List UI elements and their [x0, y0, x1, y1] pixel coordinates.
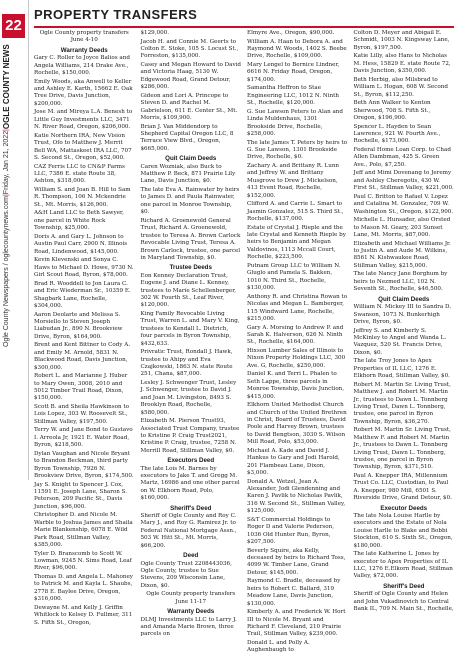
transfer-entry: Colton D. Meyer and Abigail E. Schmidt, 1003 N. Kingsway Lane, Byron, $197,500. [353, 30, 450, 51]
transfer-entry: Terry W. and Jane Bond to Gustavo I. Arreola Jr, 1921 E. Water Road, Byron, $218,500. [34, 427, 133, 449]
transfer-entry: Elkhorn United Methodist Church and Church of the United Brethren in Christ, Board of Trustees, David Poole and Harvey Brown, trustees to David Bengtson, 3030 S. Wilson Mill Road, Polo, $53,000. [247, 402, 347, 446]
transfer-entry: Dylan Vaughan and Nicole Bryant to Brandon Beckman, third party Byron Township, 7926 N. Brookview Drive, Byron, $174,500. [34, 450, 134, 479]
deed-type-heading: Executor Deeds [380, 504, 428, 512]
transfer-entry: Hixson Lumber Sales of Illinois to Nixon Property Holdings LLC, 300 Ave. G, Rochelle, $250,000. [247, 347, 346, 369]
date-range-heading: Ogle County property transfers June 4-10 [39, 30, 129, 44]
transfer-entry: Sheriff of Ogle County and Roy C. Mary J., and Roy G. Ramirez Jr. to Federal National Mortgage Assn., 503 W. Hitt St., Mt. Morris, $66,200. [140, 513, 237, 549]
transfer-entry: G. Sue Lawson Peters to Alan and Linda Muldenhaus, 1301 Brookside Drive, Rochelle, $258,000. [247, 108, 343, 138]
transfer-entry: Dewayne M. and Kelly J. Griffin Whitlock to Kelsey D. Fullmer, 311 S. Fifth St., Oregon, [34, 604, 133, 626]
deed-type-heading: Executors Deed [167, 457, 215, 465]
transfer-entry: The late Troy Jones to Apex Properties of IL LLC, 1276 E. Elkhorn Road, Stillman Valley, $0. [353, 358, 450, 380]
transfer-entry: Beth Ann Walker to Kenton Sherwood, 708 S. Fifth St., Oregon, $196,900. [353, 100, 431, 122]
section-title: PROPERTY TRANSFERS [34, 7, 198, 22]
transfer-entry: Samantha Heffron to Stae Engineering LLC, 1012 N. Ninth St., Rochelle, $120,000. [247, 85, 340, 107]
column-4 [353, 30, 455, 613]
transfer-entry: Sheriff of Ogle County and Helen and John Vukadinovich to Central Bank IL, 709 N. Main St., Rochelle, [353, 591, 454, 613]
page-margin-strip [0, 0, 29, 480]
transfer-entry: The late Eva A. Rainwater by heirs to James D. and Paula Rainwater, one parcel in Monroe Township, $0. [140, 187, 240, 216]
transfer-entry: A&H Land LLC to Beth Sawyer, one parcel in White Rock Township, $25,000. [34, 210, 124, 232]
transfer-entry: Ogle County Trust 2208443036, Ogle County, trustee to Sue Stevens, 209 Wisconsin Lane, Dixon, $0. [140, 560, 232, 589]
transfer-entry: Scott B. and Sheila Hawkinson to Lois Lopez, 303 W. Roosevelt St., Stillman Valley, $197,500. [34, 403, 130, 425]
transfer-entry: The late Nancy Jane Borghum by heirs to Nezmed LLC, 102 N. Seventh St., Rochelle, $46,500. [353, 271, 448, 293]
transfer-entry: Federal Home Loan Corp. to Chad Allen Dambman, 425 S. Green Ave., Polo, $7,250. [353, 147, 451, 168]
transfer-entry: Katie Northern IRA, New Vision Trust, Ofo to Matthew J. Merrit Bell WA, Mattaskeet IRA LLC, 707 S. Second St., Oregon, $52,000. [34, 132, 132, 162]
column-3 [247, 30, 348, 654]
transfer-entry: Zachary A. and Brittany R. Lunn and Jeffrey W. and Brittany Musgrove to Drew J. Mickelson, 413 Event Road, Rochelle, $152,000. [247, 163, 340, 199]
transfer-entry: Robert M. Martin Sr. Living Trust, Matthew J. and Robert M. Martin Jr., trustees to Dawn L. Tonnberg Living Trust, Dawn L. Tonnberg, trustee, one parcel in Byron Township, Byron, $36,270. [353, 381, 451, 425]
column-1 [34, 30, 135, 626]
transfer-entry: Brad R. Wooddell to Jon Laura C. and Eric Wiederman Sr., 10359 E. Shagbark Lane, Rochelle, $304,000. [34, 280, 131, 309]
sidebar-publication: OGLE COUNTY NEWS [2, 44, 11, 129]
sidebar-tagline: Ogle County Newspapers / oglecountynews.com [3, 195, 10, 347]
transfer-entry: Michael A. Kade and David J. Hankus to Gary and Jodi Harold, 201 Flambeau Lane, Dixon, $3,000. [247, 447, 340, 476]
transfer-entry: Tyler D. Branscomb to Scott W. Lowman, 9245 N. Sims Road, Leaf River, $96,000. [34, 550, 132, 572]
transfer-entry: Clifford A. and Carrie L. Smart to Jasmin Gonzalez, 515 S. Third St., Rochelle, $137,000. [247, 201, 344, 223]
transfer-entry: Robert L. and Marianne J. Huber to Mary Owen, 3008, 2010 and 5012 Timber Trail Road, Dixon, $150,000. [34, 373, 128, 402]
transfer-entry: Jay S. Knight to Spencer J. Cox, 11591 E. Joseph Lane, Sharon S. Peterson, 209 Pacific St., Davis Junction, $96,000. [34, 481, 128, 510]
transfer-entry: Anthony R. and Christina Rowan to Nicolas and Megan L. Bamberger, 115 Windward Lane, Rochelle, $215,000. [247, 293, 348, 322]
transfer-entry: $129,000. [140, 30, 169, 36]
page-sidebar-info: Ogle County Newspapers / oglecountynews.com|Friday, Jan 21, 2022|OGLE COUNTY NEWS [2, 44, 11, 347]
transfer-entry: Jeff and Mimi Dovenang to Jeremy and Ashley Cheregotis, 430 W. First St., Stillman Valley, $221,000. [353, 170, 454, 192]
transfer-entry: Beverly Squire, aka Kelly, deceased by heirs to Richard Toss, 4099 W. Timber Lane, Grand Detour, $145,000. [247, 547, 346, 576]
transfer-entry: Doris A. and Gary L. Johnson to Austin Paul Carr, 2900 N. Illinois Road, Lindenwood, $145,000. [34, 233, 128, 255]
transfer-entry: Brian J. Van Middendorp to Shepherd Capital Oregon LLC, 8 Terrace View Blvd., Oregon, $665,000. [140, 123, 234, 152]
transfer-entry: The late Lois M. Barnes by executors to Jake T. and Gregg M. Martz, 16986 and one other parcel on W. Elkhorn Road, Polo, $160,000. [140, 465, 240, 502]
transfer-entry: Brent and Kent Bittner to Cody A. and Emily M. Arnold, 5831 N. Blackwood Road, Davis Junction, $300,000. [34, 342, 131, 371]
transfer-entry: Estate of Crystal J. Rieple and the late Crystal and Kenneth Rieple by heirs to Benjamin and Megan Valdovinos, 1113 Mccall Court, Rochelle, $223,500. [247, 224, 346, 261]
transfer-entry: Gary A. Morsing to Andrew P. and Sarah K. Halverson, 626 N. Ninth St., Rochelle, $164,000. [247, 324, 344, 346]
transfer-entry: Eon Kenney Declaration Trust, Eugene J. and Diane L. Kenney, trustees to Marie Schellenberger, 302 W. Fourth St., Leaf River, $120,000. [140, 272, 237, 309]
section-header [34, 4, 454, 28]
transfer-entry: DLMJ Investments LLC to Larry J. and Amanda Marie Brown, three parcels on [140, 616, 237, 638]
transfer-entry: Privratic Trust, Rondall J. Hawk, trustee to Ahipy and Eva Czajkowski, 1863 N. state Route 251, Chana, $87,000. [140, 349, 233, 378]
transfer-entry: Jose M. and Mireya L.A. Benesh to Little Guy Investments LLC, 3471 N. River Road, Oregon, $206,000. [34, 109, 133, 131]
transfer-entry: Kimberly A. and Frederick W. Hort III to Nicole M. Bryant and Richard F. Cleveland, 210 Prairie Trail, Stillman Valley, $239,000. [247, 609, 346, 638]
deed-type-heading: Deed [183, 552, 199, 560]
transfer-entry: Katie Lilly, also Hans to Nicholas M. Hess, 15829 E. state Route 72, Davis Junction, $350,000. [353, 53, 451, 75]
transfer-entry: Casey and Megan Howard to David and Victoria Haag, 5130 W. Edgewood Road, Grand Detour, $286,000. [140, 62, 242, 91]
transfer-entry: Donald L. and Polly A. Aughenbaugh to [247, 640, 310, 654]
transfer-entry: Gideon and Lori A. Princope to Steven D. and Rachel M. Gabrielson, 611 E. Center St., Mt. Morris, $109,900. [140, 92, 238, 122]
transfer-entry: William N. Mickey III to Sandra D. Swanson, 1073 N. Bunkerhigh Drive, Byron, $0. [353, 304, 452, 325]
transfer-entry: Gary C. Roller to Joyce Balios and Angela Williams, 214 Drake Ave., Rochelle, $150,000. [34, 55, 130, 77]
deed-type-heading: Quit Claim Deeds [378, 295, 430, 303]
transfer-entry: Daniel K. and Terri L. Phalen to Seth Lappe, three parcels in Monroe Township, Davis Junction, $415,000. [247, 371, 345, 400]
deed-type-heading: Trustee Deeds [169, 264, 212, 272]
transfer-entry: Spencer L. Hayden to Sean Lawrence, 921 W. Fourth Ave., Rochelle, $173,000. [353, 123, 441, 145]
transfer-entry: Raymond C. Bradle, deceased by heirs to Robert C. Ballard, 319 Meadow Lane, Davis Junction, $130,000. [247, 578, 341, 607]
transfer-entry: Emily Woods, aka Anwell to Keller and Ashley E. Karth, 15662 E. Oak Tree Drive, Davis Junction, $200,000. [34, 78, 133, 107]
sidebar-date: Friday, Jan 21, 2022 [3, 130, 10, 194]
transfer-entry: Elizabeth M. Pierson Trust93, Associated Trust Company, trustee to Kristine P. Craig Trust2021, Kristine P. Craig, trustee, 7258 N. Merrill Road, Stillman Valley, $0. [140, 418, 240, 454]
transfer-entry: Jacob H. and Connie M. Geerts to Colton E. Stoke, 105 S. Locust St., Forreston, $135,000. [140, 38, 239, 60]
transfer-entry: The late Nola Louise Harlle by executors and the Estate of Nola Louise Harlle to Blake and Bobbi Stockton, 610 S. Sixth St., Oregon, $180,000. [353, 513, 453, 549]
transfer-entry: Lesley J. Schwenger Trust, Lesley J. Schwenger, trustee to David J. and Joan M. Livingston, 8493 S. Brooklyn Road, Rochelle, $580,000. [140, 379, 237, 416]
transfer-entry: Robert M. Martin Sr. Living Trust, Matthew F. and Robert M. Martin Jr., trustees to Dawn L. Tonnberg Living Trust, Dawn L. Tonnberg, trustee, one parcel in Byron Township, Byron, $371,510. [353, 427, 451, 471]
transfer-entry: The late Katherine L. Jones by executor to Apex Properties of IL LLC, 1276 E.Elkorn Road, Stillman Valley, $72,000. [353, 551, 453, 580]
transfer-entry: Thomas D. and Angela L. Mahoney to Patrick M. and Kayla L. Shaubs, 2778 E. Baylee Drive, Oregon, $316,000. [34, 574, 133, 603]
article-columns [34, 30, 454, 654]
deed-type-heading: Sheriff's Deed [170, 504, 212, 512]
transfer-entry: King Family Revocable Living Trust, Warren L. and Mary V. King, trustees to Kendall L. Dietrich, four parcels in Byron Township, $432,633. [140, 310, 240, 347]
deed-type-heading: Warranty Deeds [167, 608, 215, 616]
transfer-entry: CAZ Ferris LLC to CN&P Farms LLC, 7386 E. state Route 38, Ashton, $318,000. [34, 163, 125, 185]
transfer-entry: Aaron Deolarte and Melissa S. Morsiello to Steven Joseph Liabudan Jr., 890 N. Brookview Drive, Byron, $164,900. [34, 311, 123, 340]
deed-type-heading: Quit Claim Deeds [165, 155, 217, 163]
transfer-entry: Jeffrey S. and Kimberly S. McKinley to Angel and Wanda L. Vazquez, 520 St. Francis Drive, Dixon, $0. [353, 327, 447, 356]
transfer-entry: S&T Commercial Holdings to Roger D and Valerie Pederson, 1036 Old Hunter Run, Byron, $207,500. [247, 516, 334, 545]
transfer-entry: Paul A. Knepper IRA, Millennium Trust Co. LLC, Custodian, to Paul A. Knepper, 980 Mill, 6501 S. Riverside Drive, Grand Detour, $0. [353, 472, 452, 502]
transfer-entry: Richard A. Groenewold General Trust, Richard A. Groenewold, trustee to Teresa A. Brown Carlock Revocable Living Trust, Teresa A. Brown Carlock, trustee, one parcel in Maryland Township, $0. [140, 217, 241, 261]
transfer-entry: Christopher D. and Nicole M. Warble to Joshua James and Shaila Marie Blankenship, 6078 E. Wild Park Road, Stillman Valley, $385,000. [34, 512, 133, 548]
transfer-entry: Caren Wozniak, also Buck to Matthew P. Beck, 871 Prairie Lily Lane, Davis Junction, $0. [140, 163, 236, 185]
transfer-entry: Elmyre Ave., Oregon, $90,000. [247, 30, 335, 36]
transfer-entry: William S. and Joan B. Hill to Sam R. Thompson, 106 N. Mckendrie St., Mt. Morris, $126,900. [34, 187, 131, 208]
transfer-entry: Paul C. Britton to Rafael V. Lopez and Catalina M. Gonzalez, 709 W. Washington St., Oregon, $122,900. [353, 193, 454, 215]
transfer-entry: Putnam Group LLC to William N. Gluglo and Pamela S. Bakken, 1010 N. Third St., Rochelle, $130,000. [247, 262, 341, 292]
transfer-entry: Beth Herbig, also Milsbrad to William L. Hogan, 608 W. Second St., Byron, $112,250. [353, 76, 448, 98]
transfer-entry: Kevin Klevenski and Sonya C. Haws to Michael D. Howe, 9730 N. Girl Scout Road, Byron, $78,000. [34, 257, 134, 279]
transfer-entry: The late James T. Peters by heirs to G. Sue Lawson, 1301 Brookside Drive, Rochelle, $0. [247, 139, 348, 161]
date-range-heading: Ogle County property transfers June 11-17 [146, 591, 236, 605]
transfer-entry: Elizabeth and Michael Williams Jr. to Justin A. and Aude M. Wilkins, 8561 N. Kishwaukee Road, Stillman Valley, $215,000. [353, 240, 451, 269]
transfer-entry: Donald A. Wetzel, Jean A. Alexander, Jodi Glendenning and Karen J. Pavlik to Nicholas Pavlik, 316 W. Second St., Stillman Valley, $125,000. [247, 478, 346, 515]
deed-type-heading: Sheriff's Deed [383, 582, 425, 590]
column-2 [140, 30, 242, 638]
transfer-entry: Mary Lengel to Bernice Lindner, 6616 N. Friday Road, Oregon, $174,000. [247, 62, 340, 83]
transfer-entry: Michelle L. Hunsader, also Orsted to Mason M. Geary, 203 Sunset Lane, Mt. Morris, $87,000. [353, 217, 451, 239]
transfer-entry: William A. Haan to Debora A. and Raymond W. Woods, 1402 S. Beebe Drive, Rochelle, $109,000. [247, 38, 347, 60]
deed-type-heading: Warranty Deeds [60, 46, 108, 54]
page-number: 22 [2, 14, 25, 38]
